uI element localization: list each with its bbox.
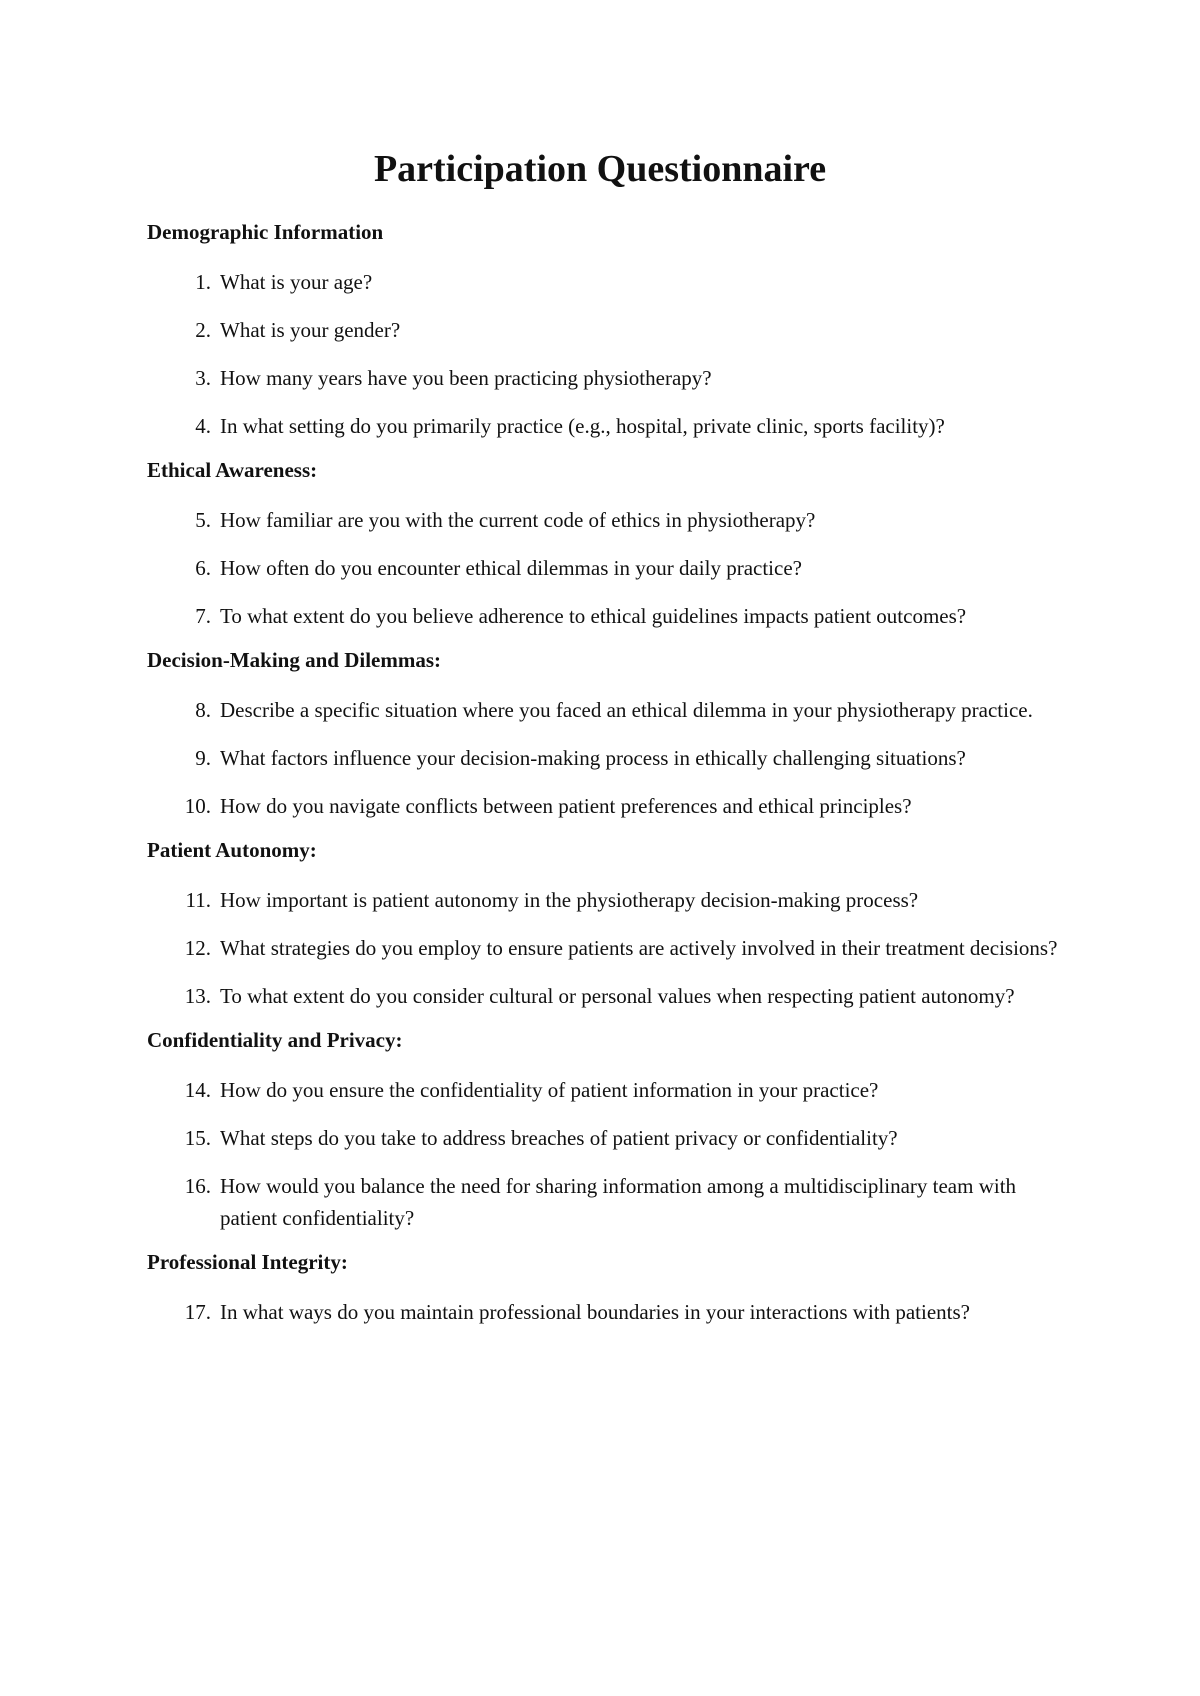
question-text: How important is patient autonomy in the physiotherapy decision-making process?: [220, 888, 919, 912]
question-text: In what setting do you primarily practice (e.g., hospital, private clinic, sports facility)?: [220, 414, 945, 438]
question-number: 5.: [195, 508, 211, 532]
question-number: 14.: [184, 1078, 211, 1102]
question-text: How do you ensure the confidentiality of patient information in your practice?: [220, 1078, 879, 1102]
question-number: 3.: [195, 366, 211, 390]
question-text: What is your age?: [220, 270, 373, 294]
question-text: Describe a specific situation where you faced an ethical dilemma in your physiotherapy practice.: [220, 698, 1033, 722]
question-text: What factors influence your decision-making process in ethically challenging situations?: [220, 746, 966, 770]
section-heading: Patient Autonomy:: [147, 838, 317, 862]
question-text: To what extent do you consider cultural or personal values when respecting patient autonomy?: [220, 984, 1015, 1008]
question-number: 15.: [184, 1126, 211, 1150]
question-text: How often do you encounter ethical dilemmas in your daily practice?: [220, 556, 802, 580]
question-item: [147, 504, 1077, 536]
question-item: [147, 314, 1077, 346]
question-item: [147, 362, 1077, 394]
question-text: How many years have you been practicing physiotherapy?: [220, 366, 712, 390]
question-text: What strategies do you employ to ensure patients are actively involved in their treatment decisions?: [220, 936, 1058, 960]
questionnaire-body: [147, 218, 1077, 1342]
section-heading: Confidentiality and Privacy:: [147, 1028, 403, 1052]
question-text: How familiar are you with the current code of ethics in physiotherapy?: [220, 508, 816, 532]
question-text: How would you balance the need for sharing information among a multidisciplinary team with patient confidentiality?: [220, 1174, 1017, 1230]
question-number: 2.: [195, 318, 211, 342]
question-text: How do you navigate conflicts between patient preferences and ethical principles?: [220, 794, 912, 818]
question-text: What steps do you take to address breaches of patient privacy or confidentiality?: [220, 1126, 898, 1150]
question-number: 8.: [195, 698, 211, 722]
question-number: 17.: [184, 1300, 211, 1324]
section-heading: Decision-Making and Dilemmas:: [147, 648, 441, 672]
question-text: To what extent do you believe adherence to ethical guidelines impacts patient outcomes?: [220, 604, 967, 628]
question-item: [147, 932, 1077, 964]
question-item: [147, 694, 1077, 726]
section-heading: Professional Integrity:: [147, 1250, 348, 1274]
section-heading: Ethical Awareness:: [147, 458, 318, 482]
question-number: 6.: [195, 556, 211, 580]
question-item: [147, 1296, 1077, 1328]
question-number: 7.: [195, 604, 211, 628]
question-number: 9.: [195, 746, 211, 770]
question-item: [147, 600, 1077, 632]
page-title: Participation Questionnaire: [373, 148, 827, 190]
question-item: [147, 1170, 1077, 1234]
question-number: 11.: [185, 888, 211, 912]
question-item: [147, 1074, 1077, 1106]
section-heading: Demographic Information: [147, 220, 384, 244]
question-item: [147, 742, 1077, 774]
question-number: 16.: [184, 1174, 211, 1198]
question-text: What is your gender?: [220, 318, 401, 342]
question-item: [147, 884, 1077, 916]
question-text: In what ways do you maintain professional boundaries in your interactions with patients?: [220, 1300, 971, 1324]
question-number: 12.: [184, 936, 211, 960]
question-item: [147, 790, 1077, 822]
question-item: [147, 1122, 1077, 1154]
question-item: [147, 410, 1077, 442]
question-number: 13.: [184, 984, 211, 1008]
question-number: 4.: [195, 414, 211, 438]
question-number: 10.: [184, 794, 211, 818]
question-item: [147, 980, 1077, 1012]
question-number: 1.: [195, 270, 211, 294]
question-item: [147, 552, 1077, 584]
question-item: [147, 266, 1077, 298]
